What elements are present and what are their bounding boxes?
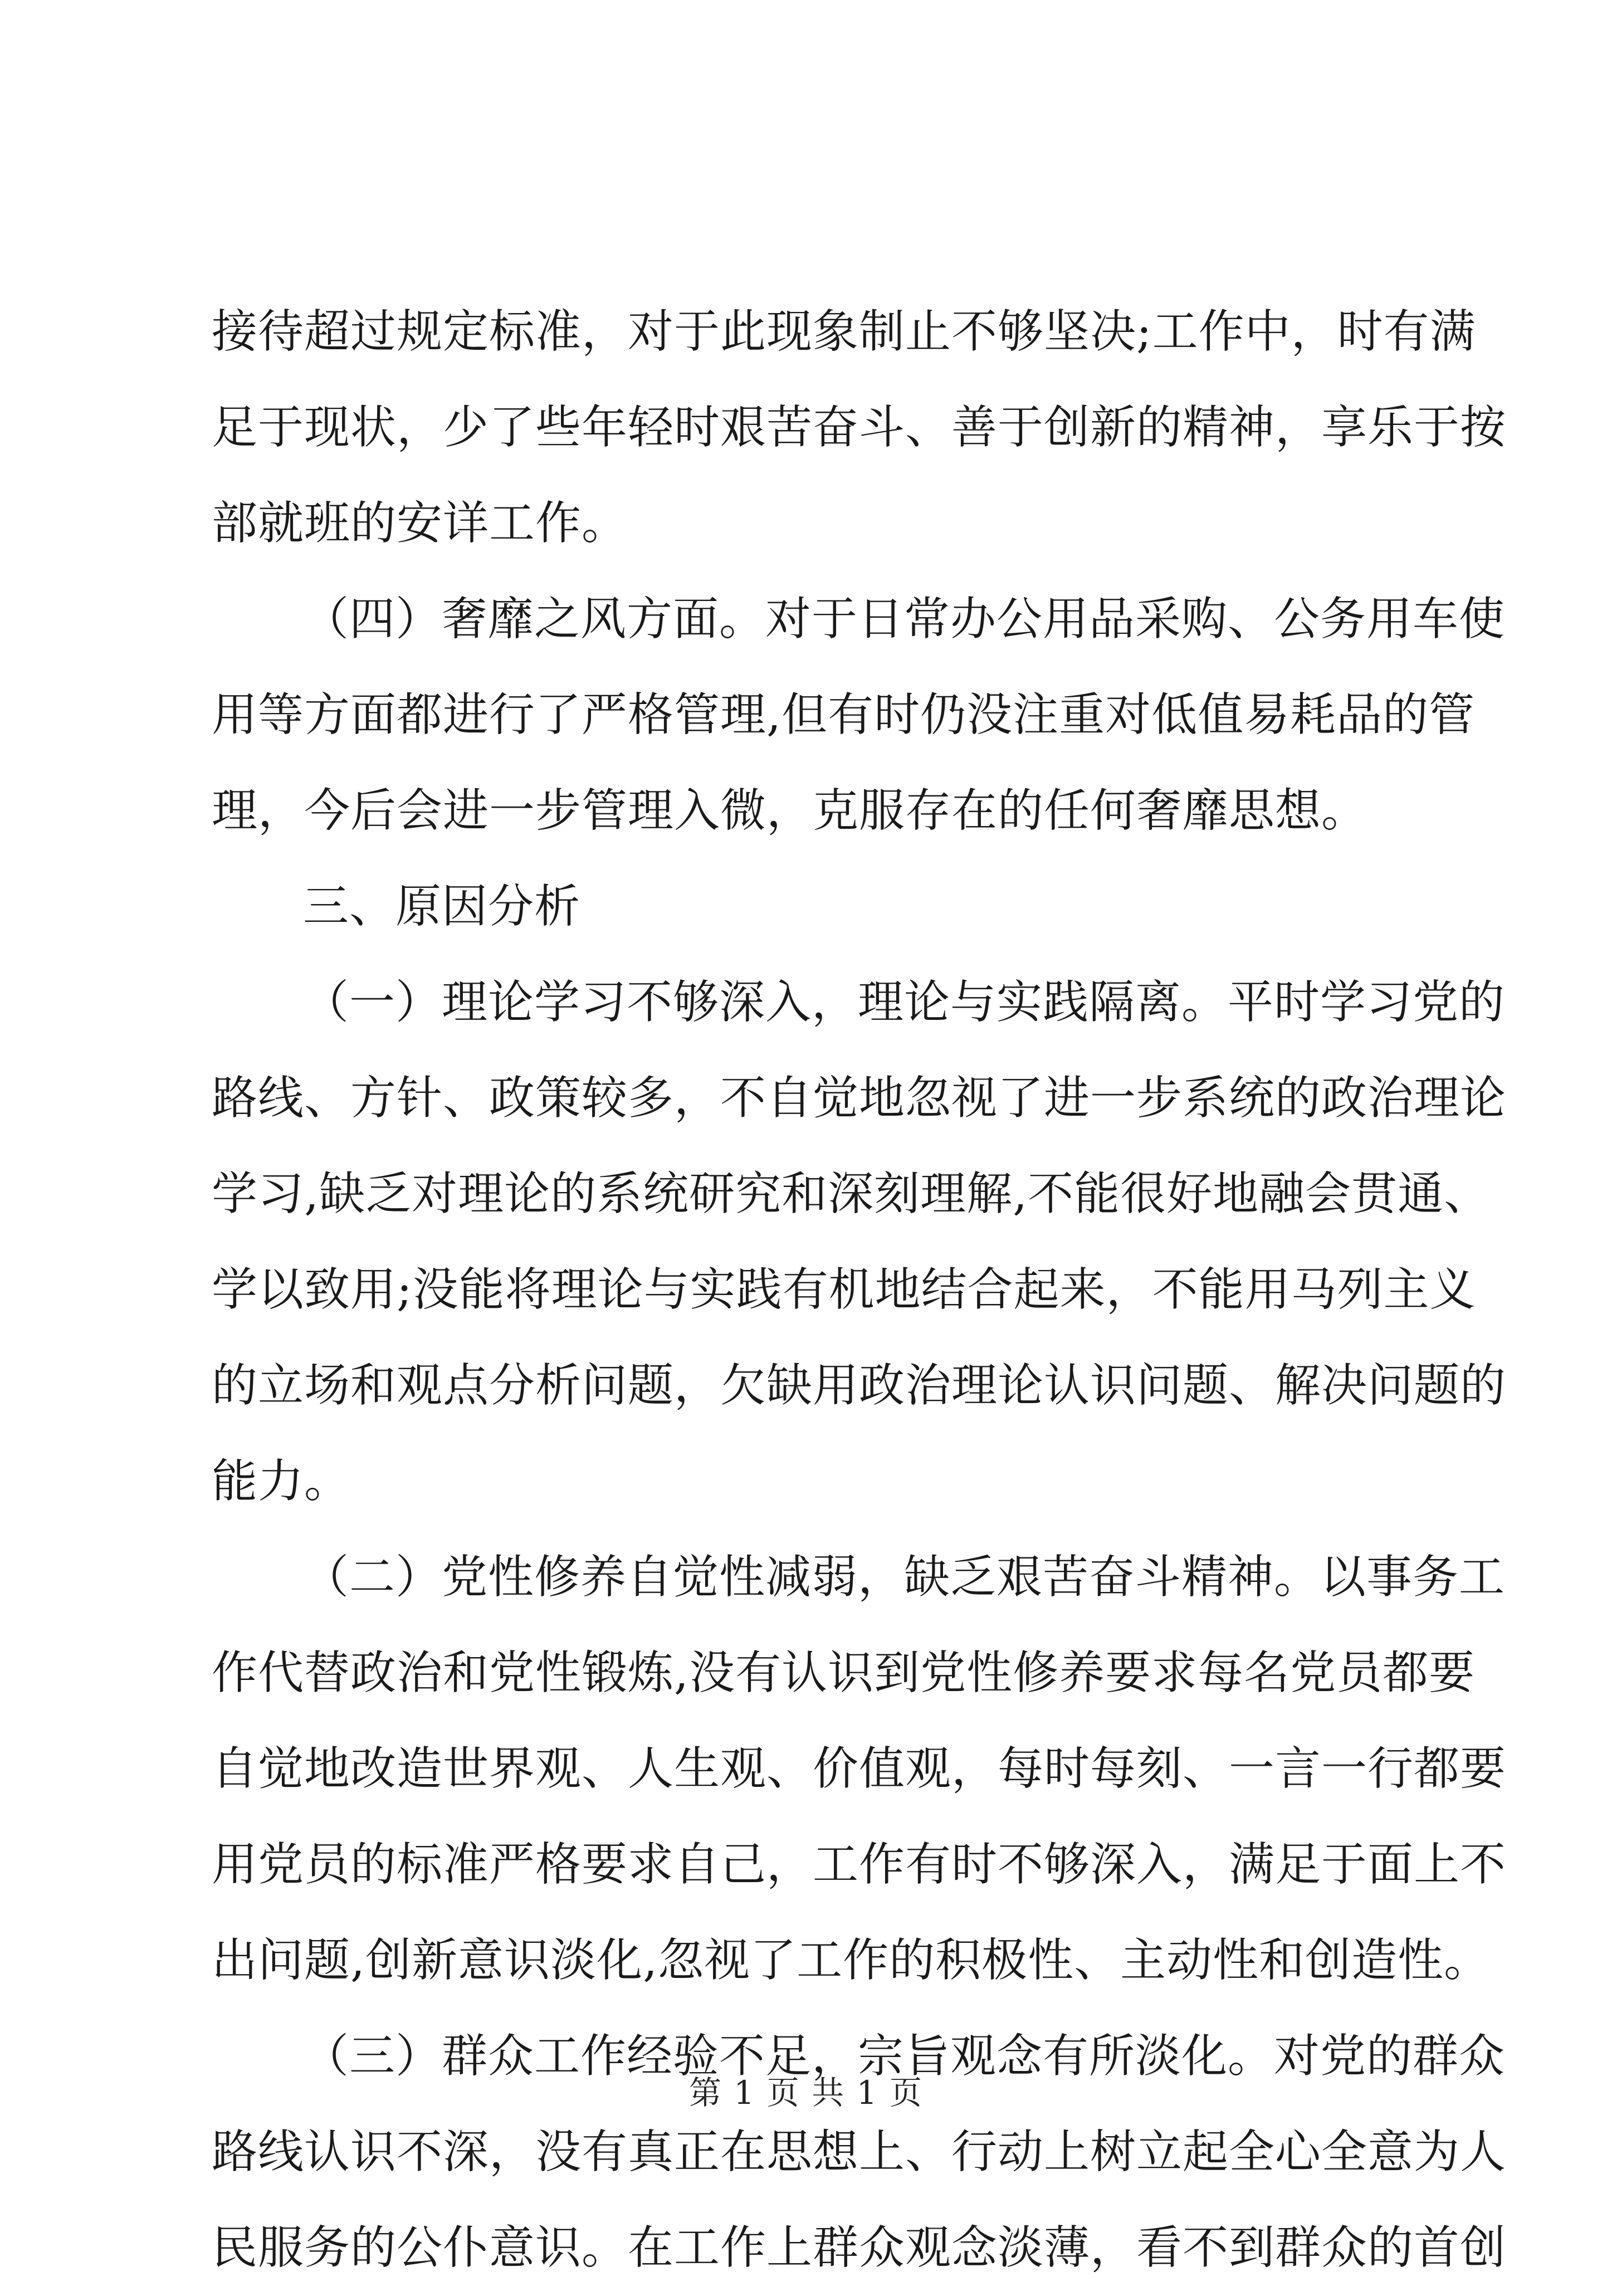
paragraph-heading-line: （二）党性修养自觉性减弱，缺乏艰苦奋斗精神。以事务工 bbox=[303, 1551, 1506, 1604]
paragraph-heading-line: （一）理论学习不够深入，理论与实践隔离。平时学习党的 bbox=[303, 976, 1506, 1029]
text-line: 学习,缺乏对理论的系统研究和深刻理解,不能很好地融会贯通、 bbox=[212, 1167, 1491, 1220]
text-line: 用党员的标准严格要求自己，工作有时不够深入，满足于面上不 bbox=[212, 1838, 1507, 1891]
body-text bbox=[212, 284, 1507, 2296]
text-line: 作代替政治和党性锻炼,没有认识到党性修养要求每名党员都要 bbox=[212, 1647, 1476, 1699]
text-line: 能力。 bbox=[212, 1455, 351, 1508]
text-line: 接待超过规定标准，对于此现象制止不够坚决;工作中，时有满 bbox=[212, 305, 1476, 358]
text-line: 学以致用;没能将理论与实践有机地结合起来，不能用马列主义 bbox=[212, 1263, 1476, 1316]
text-line: 足于现状，少了些年轻时艰苦奋斗、善于创新的精神，享乐于按 bbox=[212, 401, 1507, 454]
text-line: 自觉地改造世界观、人生观、价值观，每时每刻、一言一行都要 bbox=[212, 1742, 1507, 1795]
section-heading: 三、原因分析 bbox=[303, 880, 581, 933]
text-line: 部就班的安详工作。 bbox=[212, 497, 628, 550]
text-line: 路线、方针、政策较多，不自觉地忽视了进一步系统的政治理论 bbox=[212, 1072, 1507, 1125]
text-line: 的立场和观点分析问题，欠缺用政治理论认识问题、解决问题的 bbox=[212, 1359, 1507, 1412]
page-number-footer: 第 1 页 共 1 页 bbox=[689, 2074, 923, 2112]
paragraph-heading-line: （三）群众工作经验不足，宗旨观念有所淡化。对党的群众 bbox=[303, 2030, 1506, 2083]
text-line: 理，今后会进一步管理入微，克服存在的任何奢靡思想。 bbox=[212, 784, 1368, 837]
text-line: 用等方面都进行了严格管理,但有时仍没注重对低值易耗品的管 bbox=[212, 688, 1476, 741]
text-line: 路线认识不深，没有真正在思想上、行动上树立起全心全意为人 bbox=[212, 2126, 1507, 2178]
text-line: 民服务的公仆意识。在工作上群众观念淡薄，看不到群众的首创 bbox=[212, 2221, 1507, 2274]
text-line: 出问题,创新意识淡化,忽视了工作的积极性、主动性和创造性。 bbox=[212, 1934, 1491, 1987]
paragraph-heading-line: （四）奢靡之风方面。对于日常办公用品采购、公务用车使 bbox=[303, 593, 1506, 646]
